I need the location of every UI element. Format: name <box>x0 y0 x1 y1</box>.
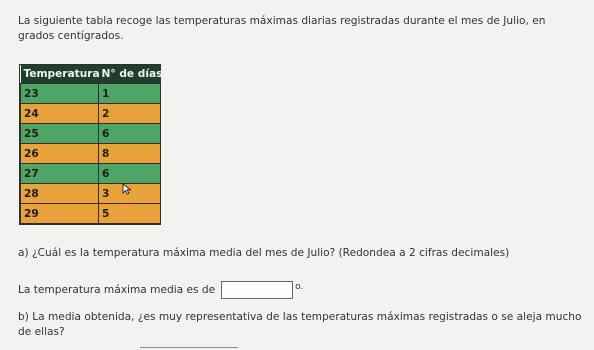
days-cell: 6 <box>99 124 161 144</box>
table-row <box>21 104 161 124</box>
days-cell: 3 <box>99 184 161 204</box>
temp-cell: 24 <box>21 104 99 124</box>
table-header-row <box>21 65 161 84</box>
days-cell: 5 <box>99 204 161 224</box>
table-row <box>21 164 161 184</box>
table-row <box>21 124 161 144</box>
temperature-table <box>19 64 161 225</box>
average-temperature-input[interactable] <box>221 281 293 299</box>
table-row <box>21 184 161 204</box>
question-a: a) ¿Cuál es la temperatura máxima media del mes de Julio? (Redondea a 2 cifras decimales) <box>18 247 510 259</box>
temp-cell: 25 <box>21 124 99 144</box>
days-cell: 1 <box>99 84 161 104</box>
degree-unit: o. <box>295 282 304 292</box>
header-days: N° de días <box>99 65 161 84</box>
days-cell: 8 <box>99 144 161 164</box>
table-row <box>21 144 161 164</box>
days-cell: 6 <box>99 164 161 184</box>
answer-a-label: La temperatura máxima media es de <box>18 284 216 296</box>
temp-cell: 28 <box>21 184 99 204</box>
answer-a-line <box>18 280 303 300</box>
temp-cell: 29 <box>21 204 99 224</box>
temp-cell: 23 <box>21 84 99 104</box>
table-row <box>21 204 161 224</box>
temp-cell: 26 <box>21 144 99 164</box>
temp-cell: 27 <box>21 164 99 184</box>
days-cell: 2 <box>99 104 161 124</box>
header-temperature: Temperatura <box>21 65 99 84</box>
mouse-cursor-icon <box>122 183 132 195</box>
question-b: b) La media obtenida, ¿es muy representativa de las temperaturas máximas registradas o se aleja mucho de ellas? <box>18 311 582 338</box>
table-row <box>21 84 161 104</box>
answer-b-line[interactable] <box>140 347 238 348</box>
intro-text: La siguiente tabla recoge las temperaturas máximas diarias registradas durante el mes de Julio, en grados centígrados. <box>18 15 546 42</box>
